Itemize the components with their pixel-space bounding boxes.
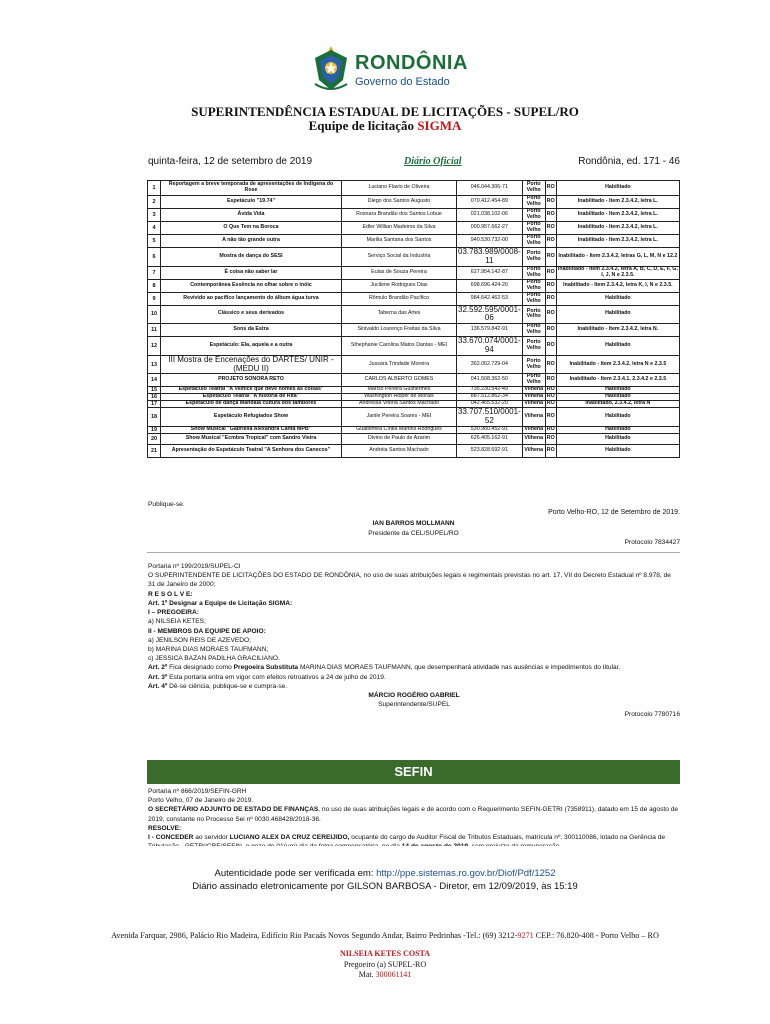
sefin-block [148, 787, 680, 852]
final-signer-role: Pregoeiro (a) SUPEL-RO [343, 960, 427, 969]
document-number: 042.465.532-20 [457, 401, 523, 408]
city: Porto Velho [522, 292, 545, 305]
status: Habilitado [556, 394, 679, 401]
pregoeira-label: I – PREGOEIRA: [148, 609, 199, 617]
state: RO [545, 337, 556, 356]
signer-name: IAN BARROS MOLLMANN [372, 520, 455, 527]
signer-role: Presidente da CEL/SUPEL/RO [368, 530, 459, 537]
sefin-title: SEFIN [394, 764, 433, 779]
project-title: Revivido ao pacífico lançamento do álbum água turva [161, 292, 342, 305]
project-title: A não tão grande outra [161, 235, 342, 248]
status: Inabilitado - Item 2.3.4.2, letra K, I, N e 2.3.5. [556, 279, 679, 292]
document-number: 000.957.662-27 [457, 222, 523, 235]
project-title: III Mostra de Encenações do DARTES/ UNIR - (MEDU II) [161, 355, 342, 374]
mat-number: 300061141 [375, 970, 412, 979]
state: RO [545, 181, 556, 196]
state: RO [545, 305, 556, 324]
state: RO [545, 235, 556, 248]
proponent-name: Andressa Vitória Santos Machado [342, 401, 457, 408]
city: Porto Velho [522, 279, 545, 292]
project-title: É coisa não saber lar [161, 266, 342, 279]
art3-text: Esta portaria entra em vigor com efeitos retroativos a 24 de julho de 2019. [167, 673, 386, 681]
table-row [148, 355, 680, 374]
edition-number: Rondônia, ed. 171 - 46 [578, 156, 680, 167]
project-title: Show Musical "Gabriella Alexandra Canta MPB" [161, 426, 342, 433]
city: Porto Velho [522, 305, 545, 324]
status: Habilitado [556, 408, 679, 427]
sefin-item-c: ocupante do cargo de Auditor Fiscal de Tributos Estaduais, matrícula nº. 300110086, lotado na Gerência de [351, 834, 666, 842]
portaria-art4 [148, 682, 680, 691]
project-title: Contemporânea Essência no olhar sobre o inóic [161, 279, 342, 292]
sefin-portaria-number: Portaria nº 866/2019/SEFIN-GRH [148, 788, 247, 795]
project-title: Espetáculo Refugiados Show [161, 408, 342, 427]
logo-subtitle: Governo do Estado [355, 76, 450, 88]
row-number: 7 [148, 266, 161, 279]
state: RO [545, 248, 556, 267]
document-number: 046.044.306-71 [457, 181, 523, 196]
project-title: Espetáculo Teatral "A história de Rita" [161, 394, 342, 401]
state: RO [546, 425, 555, 432]
status: Inabilitado - Item 2.3.4.2, letra L. [556, 196, 679, 209]
sefin-item-label: I - CONCEDER [148, 834, 194, 842]
row-number: 10 [148, 305, 161, 324]
proponent-name: Edler Willian Madeiros da Silva [342, 222, 457, 235]
row-number: 8 [148, 279, 161, 292]
portaria-resolve: R E S O L V E: [148, 590, 193, 598]
rondonia-logo [305, 42, 468, 102]
city: Porto Velho [522, 337, 545, 356]
sefin-section-bar [147, 760, 680, 784]
table-row [148, 209, 680, 222]
row-number: 18 [148, 408, 161, 427]
sefin-item-name: LUCIANO ALEX DA CRUZ CEREIJIDO, [229, 834, 350, 842]
city: Vilhena [522, 401, 545, 408]
results-table-body [148, 181, 680, 458]
status: Inabilitado - Item 2.3.4.2, letra L. [556, 222, 679, 235]
project-title: Espetáculo "19.74" [161, 196, 342, 209]
membro-3: c) JESSICA BAZAN PADILHA GRACILIANO. [148, 655, 280, 663]
portaria-art2 [148, 663, 680, 672]
city: Porto Velho [522, 209, 545, 222]
project-title: Apresentação do Espetáculo Teatral "A Senhora dos Canecos" [161, 444, 342, 457]
state: RO [545, 222, 556, 235]
document-number: 32.592.595/0001-06 [458, 304, 521, 323]
logo-name: RONDÔNIA [355, 52, 468, 74]
sefin-item-a: ao servidor [193, 834, 230, 842]
row-number: 1 [148, 181, 161, 196]
proponent-name: Taberna das Artes [342, 305, 457, 324]
signed-line: Diário assinado eletronicamente por GILSON BARBOSA - Diretor, em 12/09/2019, às 15:19 [192, 881, 578, 892]
subtitle-accent: SIGMA [417, 118, 462, 133]
art2-b: Pregoeira Substituta [233, 664, 299, 672]
table-row [148, 196, 680, 209]
status: Habilitado [556, 387, 679, 394]
project-title: Espetáculo Teatral "A Velhice que deve nomes as coisas" [161, 387, 342, 394]
portaria-art1: Art. 1º Designar a Equipe de Licitação SIGMA: [148, 599, 293, 607]
page-title: SUPERINTENDÊNCIA ESTADUAL DE LICITAÇÕES - SUPEL/RO [191, 104, 579, 119]
art2-label: Art. 2º [148, 664, 168, 672]
membros-label: II - MEMBROS DA EQUIPE DE APOIO: [148, 627, 266, 635]
proponent-name: Jucilene Rodrigues Dias [342, 279, 457, 292]
row-number: 2 [148, 196, 161, 209]
proponent-name: Serviço Social da Industria [342, 248, 457, 267]
proponent-name: Marilia Santana dos Santos [342, 235, 457, 248]
project-title: Espetáculo de dança Mandala cultura dos tambores [161, 401, 342, 408]
page-subtitle [0, 118, 770, 134]
table-row [148, 444, 680, 457]
subtitle-prefix: Equipe de licitação [308, 118, 418, 133]
status: Inabilitado - Item 2.3.4.1, 2.3.4.2 e 2.3.5 [556, 374, 679, 387]
row-number: 11 [148, 324, 161, 337]
mat-label: Mat. [358, 970, 376, 979]
city: Porto Velho [522, 222, 545, 235]
art2-c: MARINA DIAS MORAES TAUFMANN, que desempenhará atividade nas ausências e impedimentos do titular. [298, 664, 621, 672]
sefin-intro-text: , no uso de suas atribuições legais e de acordo com o Requerimento SEFIN-GETRI (7358911), datado em 15 de agosto de 2019, constante no Processo Sei nº 0030.468428/2018-36. [148, 806, 679, 823]
table-row [148, 408, 680, 427]
table-row [148, 433, 680, 444]
pregoeira-name: a) NILSEIA KETES; [148, 618, 206, 626]
row-number: 21 [148, 444, 161, 457]
status: Inabilitado - Item 2.3.4.2, letra A, B, C, D, E, F, G, I, J, N e 2.3.5. [557, 265, 678, 278]
row-number: 20 [148, 433, 161, 444]
document-number: 940.530.732-00 [457, 235, 523, 248]
document-number: 735.230.542-49 [457, 387, 523, 394]
divider-1 [147, 552, 680, 553]
project-title: Sons da Estra [161, 324, 342, 337]
state: RO [545, 444, 556, 457]
city: Vilhena [522, 433, 545, 444]
document-number: 698.696.424-20 [457, 279, 523, 292]
state: RO [545, 408, 556, 427]
row-number: 16 [148, 394, 161, 401]
document-number: 984.642.462-53 [457, 292, 523, 305]
project-title: Clássico e seus derivados [161, 305, 342, 324]
state: RO [545, 374, 556, 387]
project-title: PROJETO SONORA RETO [161, 374, 342, 387]
project-title: Espetáculo: Ela, aquela e a outra [161, 337, 342, 356]
authenticity-line [0, 868, 770, 879]
table-row [148, 374, 680, 387]
table-row [148, 337, 680, 356]
row-number: 9 [148, 292, 161, 305]
document-number: 523.828.692-91 [457, 444, 523, 457]
table-row [148, 235, 680, 248]
row-number: 6 [148, 248, 161, 267]
row-number: 14 [148, 374, 161, 387]
status: Habilitado [556, 337, 679, 356]
proponent-name: CARLOS ALBERTO GOMES [342, 374, 457, 387]
project-title: O Que Tem na Boroca [161, 222, 342, 235]
table-row [148, 292, 680, 305]
row-number: 3 [148, 209, 161, 222]
art4-label: Art. 4º [148, 682, 168, 690]
table-row [148, 426, 680, 433]
address-phone-suffix: 9271 [517, 931, 534, 940]
status: Inabilitado - Item 2.3.4.2, letra L. [556, 235, 679, 248]
portaria-signer: MÁRCIO ROGÉRIO GABRIEL [368, 692, 460, 700]
sefin-intro [148, 805, 680, 823]
auth-link[interactable]: http://ppe.sistemas.ro.gov.br/Diof/Pdf/1252 [376, 868, 556, 879]
table-row [148, 401, 680, 408]
document-number: 33.707.510/0001-52 [458, 407, 521, 425]
document-number: 530.960.452-91 [457, 426, 523, 433]
city: Porto Velho [522, 324, 545, 337]
state: RO [546, 400, 555, 407]
status: Inabilitado - Item 2.3.4.2, letra N e 2.3.5 [556, 355, 679, 374]
status: Habilitado [556, 292, 679, 305]
portaria-role: Superintendente/SUPEL [378, 701, 450, 709]
status: Inabilitado, 2.3.4.2, letra N [556, 401, 679, 408]
state-coat-of-arms-icon [313, 46, 349, 92]
protocol-1: Protocolo 7834427 [624, 539, 680, 546]
table-row [148, 248, 680, 267]
state: RO [545, 433, 556, 444]
table-row [148, 181, 680, 196]
art3-label: Art. 3º [148, 673, 168, 681]
city: Porto Velho [522, 374, 545, 387]
portaria-intro: O SUPERINTENDENTE DE LICITAÇÕES DO ESTADO DE RONDÔNIA, no uso de suas atribuições legais e regimentais previstas no art. 17, VII do Decreto Estadual nº 8.978, de 31 de Janeiro de 2000; [148, 572, 671, 589]
proponent-name: Sthephanie Carolina Matos Dantas - MEI [342, 337, 457, 356]
document-number: 136.579.842-91 [457, 324, 523, 337]
sefin-resolve: RESOLVE: [148, 824, 182, 832]
proponent-name: Rosnara Brandão dos Santos Lobue [342, 209, 457, 222]
state: RO [545, 209, 556, 222]
document-number: 626.405.162-91 [457, 433, 523, 444]
status: Habilitado [556, 426, 679, 433]
sefin-intro-bold: O SECRETÁRIO ADJUNTO DE ESTADO DE FINANÇAS [148, 806, 319, 814]
proponent-name: Rômulo Brandão Pacífico [342, 292, 457, 305]
row-number: 13 [148, 355, 161, 374]
proponent-name: Jussara Trindade Moreira [342, 355, 457, 374]
table-row [148, 279, 680, 292]
project-title: Mostra de dança do SESI [161, 248, 342, 267]
proponent-name: Luciano Flavio de Oliveira [342, 181, 457, 196]
row-number: 12 [148, 337, 161, 356]
state: RO [545, 196, 556, 209]
place-date: Porto Velho-RO, 12 de Setembro de 2019. [548, 509, 680, 516]
state: RO [546, 386, 555, 393]
address-line [0, 931, 770, 940]
portaria-art3 [148, 673, 680, 682]
publique-se: Publique-se. [148, 501, 185, 508]
sefin-date: Porto Velho, 07 de Janeiro de 2019. [148, 797, 254, 805]
document-number: 021.038.102-06 [457, 209, 523, 222]
status: Habilitado [556, 305, 679, 324]
city: Vilhena [522, 426, 545, 433]
membro-2: b) MARINA DIAS MORAES TAUFMANN; [148, 645, 269, 653]
document-number: 03.783.989/0008-11 [458, 247, 521, 265]
row-number: 15 [148, 387, 161, 394]
table-row [148, 222, 680, 235]
document-number: 887.512.862-34 [457, 394, 523, 401]
protocol-2: Protocolo 7780716 [624, 710, 680, 718]
row-number: 17 [148, 401, 161, 408]
portaria-block [148, 562, 680, 719]
state: RO [545, 279, 556, 292]
auth-prefix: Autenticidade pode ser verificada em: [214, 868, 377, 879]
project-title: Ávida Vida [161, 209, 342, 222]
city: Vilhena [522, 394, 545, 401]
issue-date: quinta-feira, 12 de setembro de 2019 [148, 156, 312, 167]
proponent-name: Eulas de Souza Pereira [342, 266, 457, 279]
city: Vilhena [522, 444, 545, 457]
status: Habilitado [556, 433, 679, 444]
state: RO [545, 324, 556, 337]
city: Porto Velho [522, 235, 545, 248]
status: Habilitado [556, 444, 679, 457]
address-a: Avenida Farquar, 2986, Palácio Rio Madeira, Edifício Rio Pacaás Novos Segundo Andar, Bairro Pedrinhas -Tel.: (69) 3212- [111, 931, 518, 940]
state: RO [545, 355, 556, 374]
proponent-name: Gualtemea Cíntia Martins Rodrigues [342, 426, 457, 433]
state: RO [545, 266, 556, 279]
table-row [148, 305, 680, 324]
membro-1: a) JENILSON REIS DE AZEVEDO; [148, 636, 251, 644]
proponent-name: Sinivaldo Lourenço Freitas da Silva [342, 324, 457, 337]
row-number: 5 [148, 235, 161, 248]
page-cutoff [147, 846, 680, 858]
city: Vilhena [522, 387, 545, 394]
state: RO [546, 393, 555, 400]
document-number: 627.954.142-87 [457, 266, 523, 279]
final-signer-name-text: NILSEIA KETES COSTA [339, 949, 431, 958]
document-number: 070.412.454-89 [457, 196, 523, 209]
proponent-name: Divino de Paulo de Azarim [342, 433, 457, 444]
address-b: CEP.: 76.820-408 - Porto Velho – RO [533, 931, 659, 940]
proponent-name: Andréia Santos Machado [342, 444, 457, 457]
proponent-name: Janile Pereira Soares - MEI [342, 408, 457, 427]
final-signer-name [0, 949, 770, 958]
portaria-number: Portaria nº 199/2019/SUPEL-CI [148, 563, 241, 570]
city: Porto Velho [522, 248, 545, 267]
art2-a: Fica designado como [167, 664, 234, 672]
proponent-name: Washington Holper de Morais [342, 394, 457, 401]
document-number: 041.508.362-50 [457, 374, 523, 387]
status: Inabilitado - Item 2.3.4.2, letras G, L, M, N e 12.2 [556, 248, 679, 267]
document-number: 33.670.074/0001-94 [458, 336, 521, 354]
row-number: 4 [148, 222, 161, 235]
city: Porto Velho [522, 196, 545, 209]
status: Habilitado [556, 181, 679, 196]
state: RO [545, 292, 556, 305]
city: Vilhena [522, 408, 545, 427]
art4-text: Dê-se ciência, publique-se e cumpra-se. [167, 682, 288, 690]
status: Inabilitado - Item 2.3.4.2, letra N. [556, 324, 679, 337]
table-row [148, 324, 680, 337]
results-table [147, 180, 680, 458]
table-row [148, 266, 680, 279]
diario-oficial-link[interactable]: Diário Oficial [404, 156, 462, 167]
city: Porto Velho [522, 181, 545, 196]
city: Porto Velho [522, 355, 545, 374]
proponent-name: Márcio Pereira Guilhermes [342, 387, 457, 394]
city: Porto Velho [522, 266, 545, 279]
row-number: 19 [148, 426, 161, 433]
final-signer-mat [0, 970, 770, 979]
project-title: Reportagem a breve temporada de apresentações de Indígena do Rose [161, 181, 342, 196]
document-number: 362.062.729-04 [457, 355, 523, 374]
proponent-name: Diego dos Santos Augusto [342, 196, 457, 209]
project-title: Show Musical "Ecmbra Tropical" com Sandro Vieira [161, 433, 342, 444]
status: Inabilitado - Item 2.3.4.2, letra L. [556, 209, 679, 222]
